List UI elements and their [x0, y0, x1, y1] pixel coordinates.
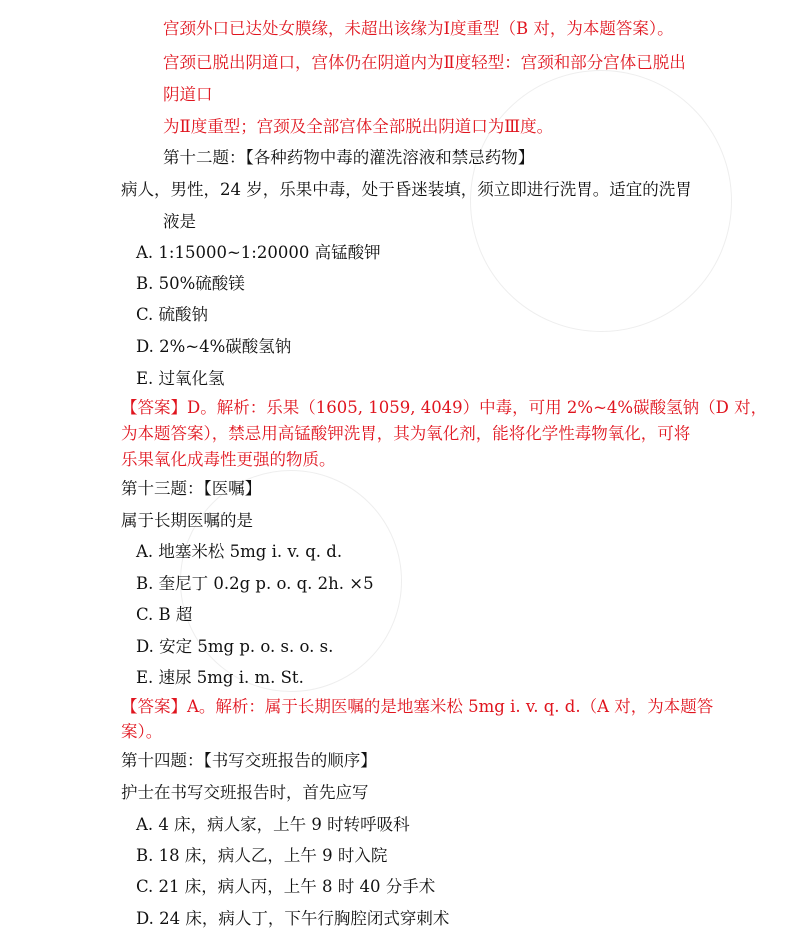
- question-14-option-b: B. 18 床，病人乙，上午 9 时入院: [136, 846, 388, 865]
- question-12-answer-1: 【答案】D。解析：乐果（1605, 1059, 4049）中毒，可用 2%~4%碳酸氢钠（D 对，: [121, 398, 768, 417]
- question-14-option-d: D. 24 床，病人丁，下午行胸腔闭式穿刺术: [136, 909, 450, 928]
- question-13-option-a: A. 地塞米松 5mg i. v. q. d.: [136, 542, 343, 561]
- intro-line-2: 宫颈已脱出阴道口，宫体仍在阴道内为Ⅱ度轻型：宫颈和部分宫体已脱出: [163, 53, 686, 72]
- question-13-answer-2: 案）。: [121, 722, 163, 741]
- question-13-option-b: B. 奎尼丁 0.2g p. o. q. 2h. ×5: [136, 574, 374, 593]
- question-13-option-e: E. 速尿 5mg i. m. St.: [136, 668, 304, 687]
- intro-line-3: 阴道口: [163, 85, 213, 104]
- watermark-seal: [470, 70, 732, 332]
- question-12-option-a: A. 1:15000~1:20000 高锰酸钾: [136, 243, 381, 262]
- question-12-option-d: D. 2%~4%碳酸氢钠: [136, 337, 292, 356]
- question-12-title: 第十二题：【各种药物中毒的灌洗溶液和禁忌药物】: [163, 148, 535, 167]
- question-13-option-c: C. B 超: [136, 605, 193, 624]
- question-14-option-a: A. 4 床，病人家，上午 9 时转呼吸科: [136, 815, 410, 834]
- question-14-title: 第十四题：【书写交班报告的顺序】: [121, 751, 377, 770]
- question-12-option-b: B. 50%硫酸镁: [136, 274, 245, 293]
- intro-line-1: 宫颈外口已达处女膜缘，未超出该缘为Ⅰ度重型（B 对，为本题答案）。: [163, 19, 674, 38]
- intro-line-4: 为Ⅱ度重型；宫颈及全部宫体全部脱出阴道口为Ⅲ度。: [163, 117, 554, 136]
- question-12-answer-3: 乐果氧化成毒性更强的物质。: [121, 450, 336, 469]
- question-12-option-e: E. 过氧化氢: [136, 369, 225, 388]
- question-13-title: 第十三题：【医嘱】: [121, 479, 262, 498]
- question-14-stem: 护士在书写交班报告时，首先应写: [121, 783, 369, 802]
- question-12-option-c: C. 硫酸钠: [136, 305, 209, 324]
- question-14-option-c: C. 21 床，病人丙，上午 8 时 40 分手术: [136, 877, 436, 896]
- question-13-option-d: D. 安定 5mg p. o. s. o. s.: [136, 637, 334, 656]
- question-13-answer-1: 【答案】A。解析：属于长期医嘱的是地塞米松 5mg i. v. q. d.（A 对，为本题答: [121, 697, 714, 716]
- question-12-answer-2: 为本题答案），禁忌用高锰酸钾洗胃，其为氧化剂，能将化学性毒物氧化，可将: [121, 424, 691, 443]
- question-13-stem: 属于长期医嘱的是: [121, 511, 253, 530]
- question-12-stem: 病人，男性，24 岁，乐果中毒，处于昏迷装填，须立即进行洗胃。适宜的洗胃: [121, 180, 692, 199]
- question-12-stem-cont: 液是: [163, 212, 196, 231]
